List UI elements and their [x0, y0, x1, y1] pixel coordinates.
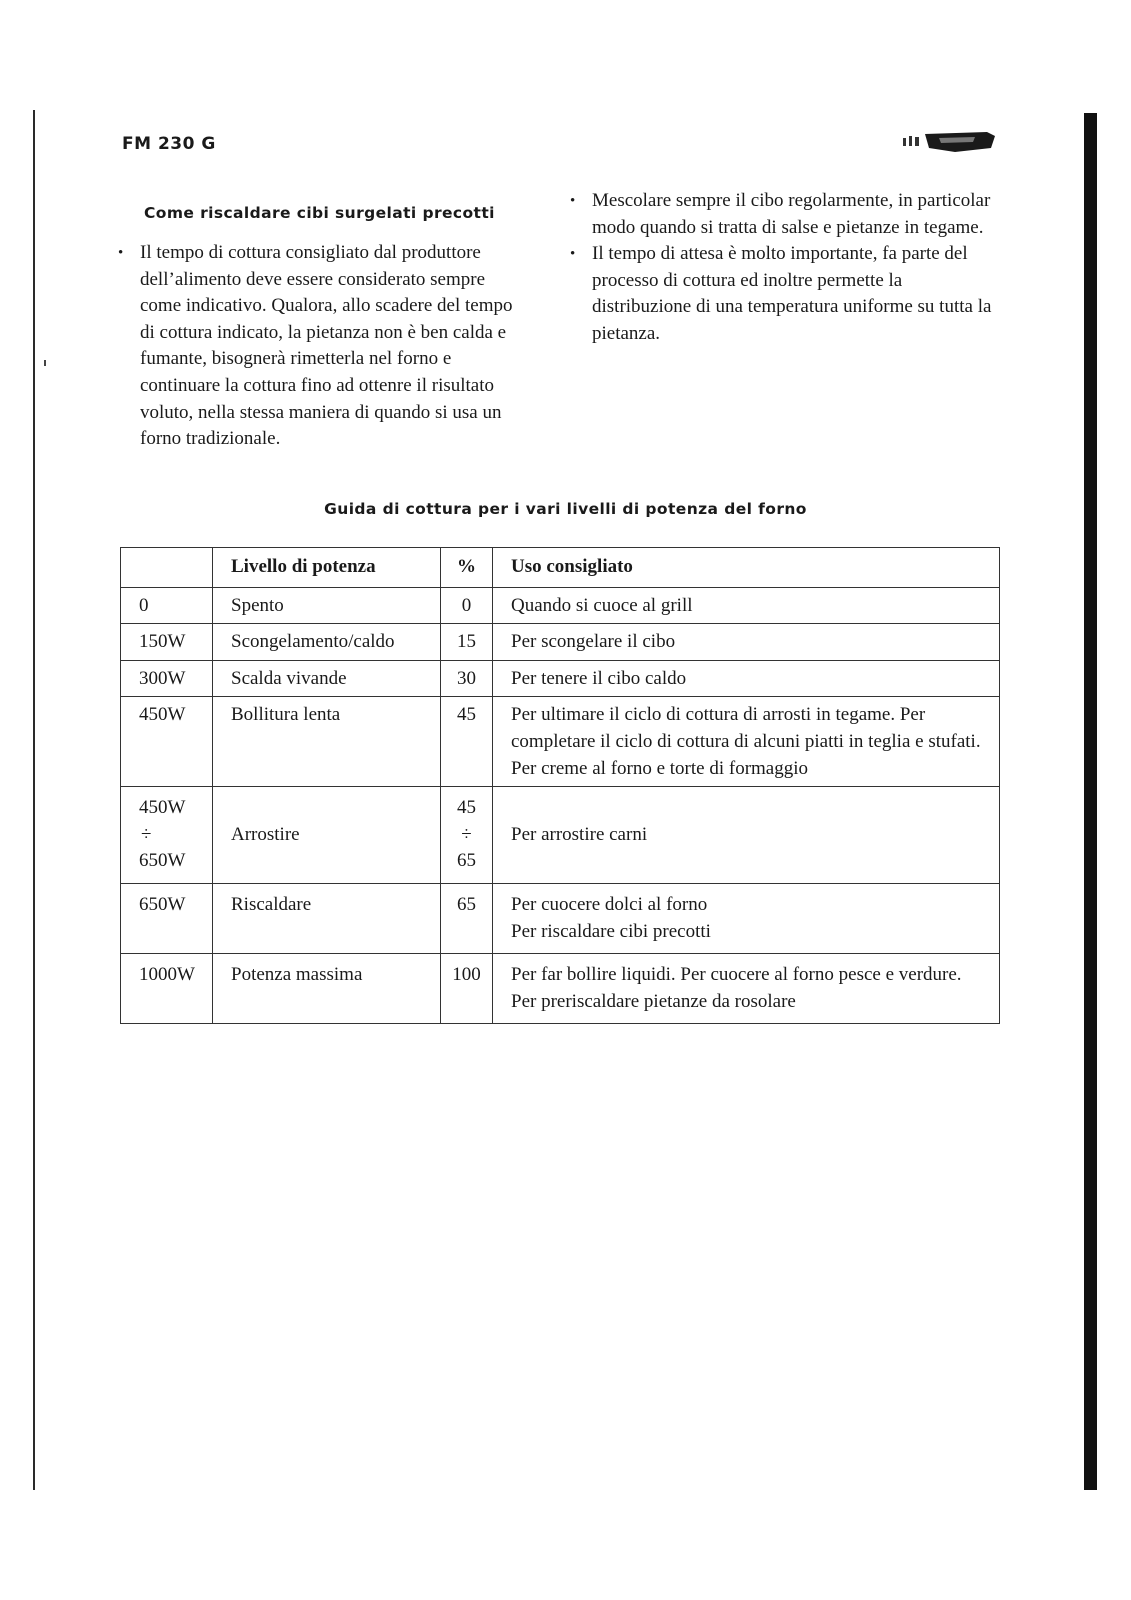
cell-level: Bollitura lenta [213, 697, 441, 787]
power-level-table [120, 547, 1000, 1024]
cell-use: Quando si cuoce al grill [493, 587, 1000, 624]
scan-mark [44, 360, 46, 366]
range-symbol: ÷ [461, 823, 472, 845]
percent-range-min: 45 [457, 797, 476, 819]
watt-range-max: 650W [139, 850, 186, 872]
model-code: FM 230 G [122, 134, 216, 154]
cell-percent: 65 [441, 883, 493, 953]
section-title: Come riscaldare cibi surgelati precotti [144, 204, 495, 222]
header-watt [121, 548, 213, 588]
table-row [121, 587, 1000, 624]
bullet-item: • Mescolare sempre il cibo regolarmente, in particolar modo quando si tratta di salse e pietanze in tegame. [570, 188, 1002, 241]
cell-use [493, 883, 1000, 953]
cell-watt: 150W [121, 624, 213, 661]
cell-watt-range [121, 787, 213, 884]
cell-use: Per far bollire liquidi. Per cuocere al forno pesce e verdure. Per preriscaldare pietanze da rosolare [493, 954, 1000, 1024]
cell-use: Per arrostire carni [493, 787, 1000, 884]
table-row [121, 883, 1000, 953]
cell-watt: 650W [121, 883, 213, 953]
header-level: Livello di potenza [213, 548, 441, 588]
header-use: Uso consigliato [493, 548, 1000, 588]
table-row [121, 660, 1000, 697]
range-symbol: ÷ [141, 823, 152, 845]
cell-level: Scongelamento/caldo [213, 624, 441, 661]
cell-watt: 450W [121, 697, 213, 787]
cell-watt: 0 [121, 587, 213, 624]
scan-edge-right [1084, 113, 1097, 1490]
cell-level: Riscaldare [213, 883, 441, 953]
bullet-list-left [118, 240, 528, 453]
cell-use: Per ultimare il ciclo di cottura di arrosti in tegame. Per completare il ciclo di cottura di alcuni piatti in teglia e stufati. Per creme al forno e torte di formaggio [493, 697, 1000, 787]
table-row [121, 954, 1000, 1024]
scan-edge-left [33, 110, 35, 1490]
bullet-list-right [570, 188, 1002, 348]
table-row [121, 624, 1000, 661]
cell-percent: 100 [441, 954, 493, 1024]
bullet-item: • Il tempo di attesa è molto importante, fa parte del processo di cottura ed inoltre permette la distribuzione di una temperatura uniforme su tutta la pietanza. [570, 241, 1002, 347]
table-header-row [121, 548, 1000, 588]
use-line: Per cuocere dolci al forno [511, 893, 708, 915]
cell-percent-range [441, 787, 493, 884]
cell-level: Potenza massima [213, 954, 441, 1024]
cell-use: Per scongelare il cibo [493, 624, 1000, 661]
percent-range-max: 65 [457, 850, 476, 872]
bullet-item: • Il tempo di cottura consigliato dal produttore dell’alimento deve essere considerato sempre come indicativo. Qualora, allo scadere del tempo di cottura indicato, la pietanza non è ben calda e fumante, bisognerà rimetterla nel forno e continuare la cottura fino ad ottenre il risultato voluto, nella stessa maniera di quando si usa un forno tradizionale. [118, 240, 528, 453]
cell-level: Arrostire [213, 787, 441, 884]
cell-use: Per tenere il cibo caldo [493, 660, 1000, 697]
cell-percent: 45 [441, 697, 493, 787]
cell-level: Scalda vivande [213, 660, 441, 697]
cell-watt: 1000W [121, 954, 213, 1024]
table-title: Guida di cottura per i vari livelli di potenza del forno [324, 500, 807, 518]
brand-logo [895, 130, 997, 154]
header-percent: % [441, 548, 493, 588]
watt-range-min: 450W [139, 797, 186, 819]
cell-percent: 0 [441, 587, 493, 624]
cell-percent: 30 [441, 660, 493, 697]
use-line: Per riscaldare cibi precotti [511, 920, 711, 942]
table-row [121, 697, 1000, 787]
table-row [121, 787, 1000, 884]
cell-level: Spento [213, 587, 441, 624]
cell-percent: 15 [441, 624, 493, 661]
cell-watt: 300W [121, 660, 213, 697]
